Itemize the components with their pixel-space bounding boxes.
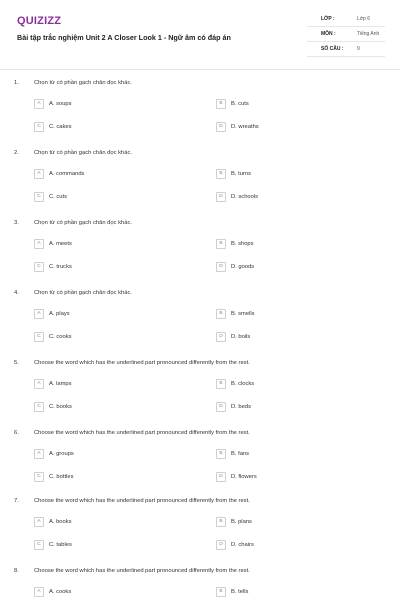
option-letter-box: B xyxy=(216,587,226,597)
option-label: D. chairs xyxy=(231,541,254,548)
question-7 xyxy=(0,498,400,568)
option-letter-box: C xyxy=(34,472,44,482)
meta-row-class xyxy=(307,12,385,27)
option-label: B. tells xyxy=(231,588,249,595)
option-letter-box: A xyxy=(34,239,44,249)
option-label: A. groups xyxy=(49,450,74,457)
option-label: B. cuts xyxy=(231,100,249,107)
question-number: 7. xyxy=(14,498,19,504)
option-label: D. wreaths xyxy=(231,123,259,130)
option-label: B. fans xyxy=(231,450,250,457)
option-letter-box: C xyxy=(34,192,44,202)
question-5 xyxy=(0,360,400,430)
option-letter-box: D xyxy=(216,122,226,132)
worksheet-header xyxy=(0,0,400,64)
option-label: D. flowers xyxy=(231,473,257,480)
question-text: Choose the word which has the underlined part pronounced differently from the rest. xyxy=(34,498,250,504)
header-divider xyxy=(0,69,400,70)
option-label: D. goods xyxy=(231,263,255,270)
question-text: Choose the word which has the underlined part pronounced differently from the rest. xyxy=(34,430,250,436)
question-1 xyxy=(0,80,400,150)
option-letter-box: A xyxy=(34,379,44,389)
question-number: 5. xyxy=(14,360,19,366)
option-letter-box: A xyxy=(34,309,44,319)
option-label: C. tables xyxy=(49,541,72,548)
option-label: B. plans xyxy=(231,518,252,525)
option-letter-box: A xyxy=(34,169,44,179)
question-number: 4. xyxy=(14,290,19,296)
option-label: C. cuts xyxy=(49,193,68,200)
option-label: A. lamps xyxy=(49,380,72,387)
option-label: B. smells xyxy=(231,310,255,317)
question-text: Choose the word which has the underlined part pronounced differently from the rest. xyxy=(34,568,250,574)
option-letter-box: A xyxy=(34,517,44,527)
option-label: B. clocks xyxy=(231,380,255,387)
option-letter-box: A xyxy=(34,449,44,459)
option-letter-box: C xyxy=(34,402,44,412)
question-number: 3. xyxy=(14,220,19,226)
option-label: D. schools xyxy=(231,193,259,200)
question-text: Chọn từ có phần gạch chân đọc khác. xyxy=(34,220,132,226)
option-letter-box: D xyxy=(216,402,226,412)
option-label: C. books xyxy=(49,403,72,410)
option-label: C. trucks xyxy=(49,263,72,270)
option-label: C. cooks xyxy=(49,333,72,340)
question-number: 8. xyxy=(14,568,19,574)
worksheet-title: Bài tập trắc nghiệm Unit 2 A Closer Look 1 - Ngữ âm có đáp án xyxy=(17,33,231,42)
meta-row-count xyxy=(307,42,385,57)
option-letter-box: C xyxy=(34,332,44,342)
question-3 xyxy=(0,220,400,290)
option-label: C. cakes xyxy=(49,123,72,130)
option-letter-box: B xyxy=(216,99,226,109)
option-letter-box: C xyxy=(34,122,44,132)
question-number: 1. xyxy=(14,80,19,86)
option-letter-box: D xyxy=(216,192,226,202)
meta-row-subject xyxy=(307,27,385,42)
option-letter-box: C xyxy=(34,540,44,550)
question-number: 2. xyxy=(14,150,19,156)
question-number: 6. xyxy=(14,430,19,436)
option-label: A. soups xyxy=(49,100,72,107)
quizizz-logo: QUIZIZZ xyxy=(17,15,62,27)
meta-key: SỐ CÂU : xyxy=(321,46,344,52)
option-label: A. books xyxy=(49,518,72,525)
option-letter-box: D xyxy=(216,262,226,272)
meta-value: 9 xyxy=(357,46,360,52)
option-label: D. beds xyxy=(231,403,251,410)
question-text: Chọn từ có phần gạch chân đọc khác. xyxy=(34,290,132,296)
option-letter-box: B xyxy=(216,169,226,179)
question-text: Choose the word which has the underlined part pronounced differently from the rest. xyxy=(34,360,250,366)
option-label: A. commands xyxy=(49,170,85,177)
question-text: Chọn từ có phần gạch chân đọc khác. xyxy=(34,80,132,86)
option-letter-box: D xyxy=(216,332,226,342)
option-letter-box: B xyxy=(216,449,226,459)
option-label: B. turns xyxy=(231,170,251,177)
meta-value: Lớp 6 xyxy=(357,16,371,22)
option-letter-box: B xyxy=(216,517,226,527)
option-label: D. boils xyxy=(231,333,251,340)
question-6 xyxy=(0,430,400,500)
meta-key: LỚP : xyxy=(321,16,335,22)
option-letter-box: D xyxy=(216,540,226,550)
option-label: A. cooks xyxy=(49,588,72,595)
question-2 xyxy=(0,150,400,220)
option-letter-box: C xyxy=(34,262,44,272)
option-letter-box: A xyxy=(34,99,44,109)
option-label: A. plays xyxy=(49,310,70,317)
option-label: B. shops xyxy=(231,240,254,247)
option-label: A. meets xyxy=(49,240,72,247)
question-8 xyxy=(0,568,400,600)
option-label: C. bottles xyxy=(49,473,74,480)
option-letter-box: A xyxy=(34,587,44,597)
option-letter-box: B xyxy=(216,239,226,249)
meta-key: MÔN : xyxy=(321,31,336,37)
option-letter-box: B xyxy=(216,309,226,319)
option-letter-box: D xyxy=(216,472,226,482)
question-text: Chọn từ có phần gạch chân đọc khác. xyxy=(34,150,132,156)
option-letter-box: B xyxy=(216,379,226,389)
question-4 xyxy=(0,290,400,360)
meta-value: Tiếng Anh xyxy=(357,31,380,37)
